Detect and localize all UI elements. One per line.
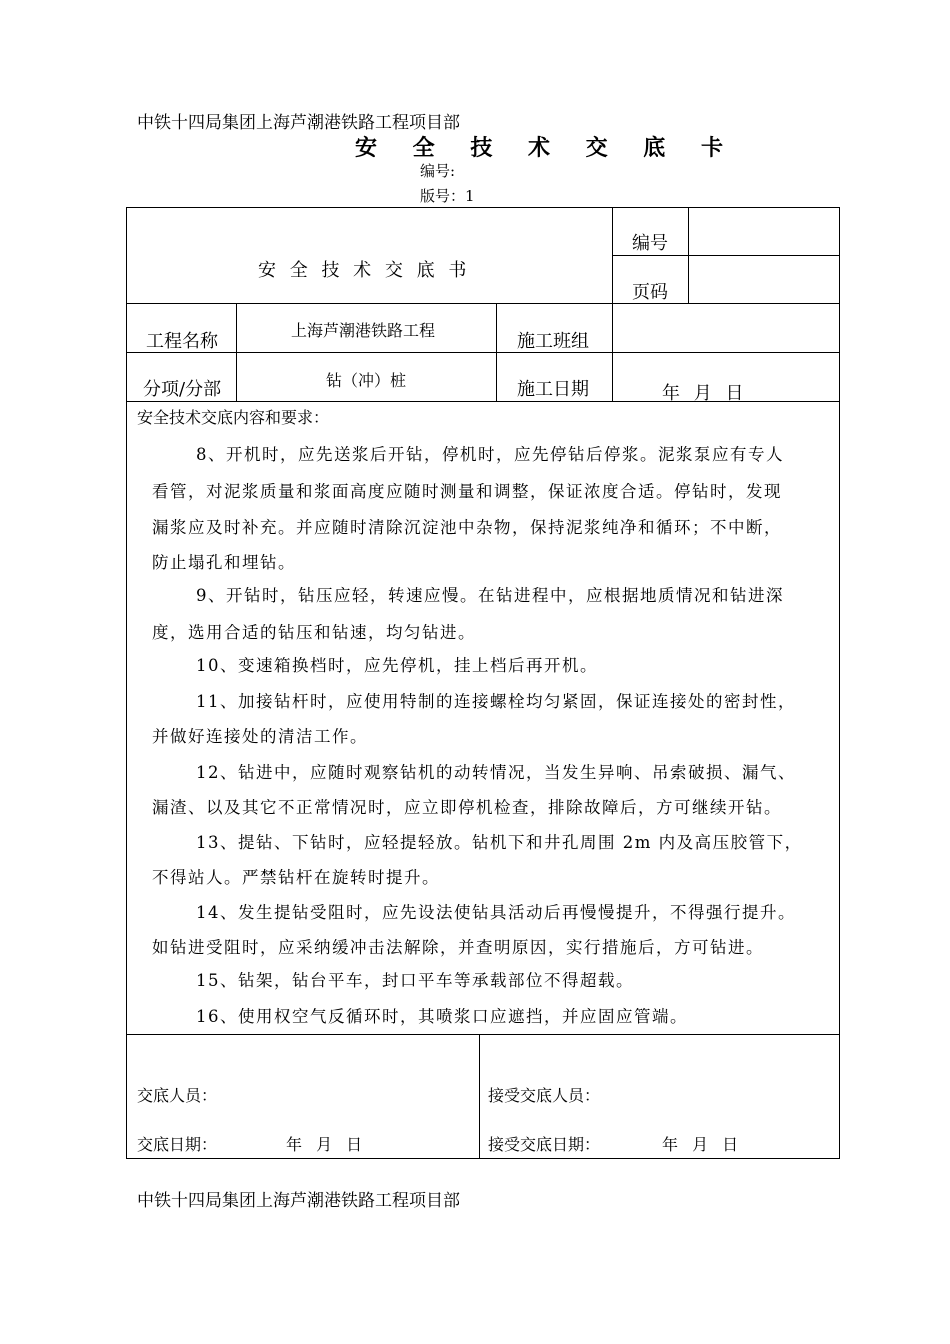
content-line: 漏浆应及时补充。并应随时清除沉淀池中杂物，保持泥浆纯净和循环；不中断， [152,518,782,537]
content-line: 11、加接钻杆时，应使用特制的连接螺栓均匀紧固，保证连接处的密封性， [196,692,796,711]
content-line: 14、发生提钻受阻时，应先设法使钻具活动后再慢慢提升，不得强行提升。 [196,903,796,922]
doc-name: 安 全 技 术 交 底 书 [258,260,471,281]
content-line: 16、使用权空气反循环时，其喷浆口应遮挡，并应固应管端。 [196,1007,688,1026]
doc-title: 安 全 技 术 交 底 卡 [355,135,737,161]
org-footer: 中铁十四局集团上海芦潮港铁路工程项目部 [137,1191,460,1211]
disclose-date-value: 年 月 日 [286,1135,363,1154]
content-line: 10、变速箱换档时，应先停机，挂上档后再开机。 [196,656,598,675]
team-label: 施工班组 [517,331,589,352]
content-line: 防止塌孔和埋钻。 [152,553,296,572]
content-line: 13、提钻、下钻时，应轻提轻放。钻机下和井孔周围 2m 内及高压胶管下， [196,833,803,852]
section-value: 钻（冲）桩 [326,371,407,390]
receiver-label: 接受交底人员： [488,1086,601,1105]
construction-date-label: 施工日期 [517,379,589,400]
section-label: 分项/分部 [143,379,222,400]
content-line: 漏渣、以及其它不正常情况时，应立即停机检查，排除故障后，方可继续开钻。 [152,798,782,817]
content-line: 12、钻进中，应随时观察钻机的动转情况，当发生异响、吊索破损、漏气、 [196,763,796,782]
content-line: 15、钻架，钻台平车，封口平车等承载部位不得超载。 [196,971,634,990]
construction-date-value: 年 月 日 [662,383,744,404]
project-name-label: 工程名称 [146,331,218,352]
disclose-date-label: 交底日期： [137,1135,218,1154]
content-line: 不得站人。严禁钻杆在旋转时提升。 [152,868,440,887]
org-header: 中铁十四局集团上海芦潮港铁路工程项目部 [137,113,460,133]
content-line: 度，选用合适的钻压和钻速，均匀钻进。 [152,623,476,642]
receive-date-label: 接受交底日期： [488,1135,601,1154]
code-label: 编号 [632,233,668,254]
content-heading: 安全技术交底内容和要求： [137,408,330,427]
content-line: 8、开机时，应先送浆后开钻，停机时，应先停钻后停浆。泥浆泵应有专人 [196,445,784,464]
page-label: 页码 [632,282,668,303]
content-line: 看管，对泥浆质量和浆面高度应随时测量和调整，保证浓度合适。停钻时，发现 [152,482,782,501]
content-line: 9、开钻时，钻压应轻，转速应慢。在钻进程中，应根据地质情况和钻进深 [196,586,784,605]
discloser-label: 交底人员： [137,1086,218,1105]
content-line: 如钻进受阻时，应采纳缓冲击法解除，并查明原因，实行措施后，方可钻进。 [152,938,764,957]
serial-label: 编号: [420,162,456,180]
receive-date-value: 年 月 日 [662,1135,739,1154]
version-label: 版号：1 [420,187,475,205]
content-line: 并做好连接处的清洁工作。 [152,727,368,746]
project-name-value: 上海芦潮港铁路工程 [291,321,436,340]
